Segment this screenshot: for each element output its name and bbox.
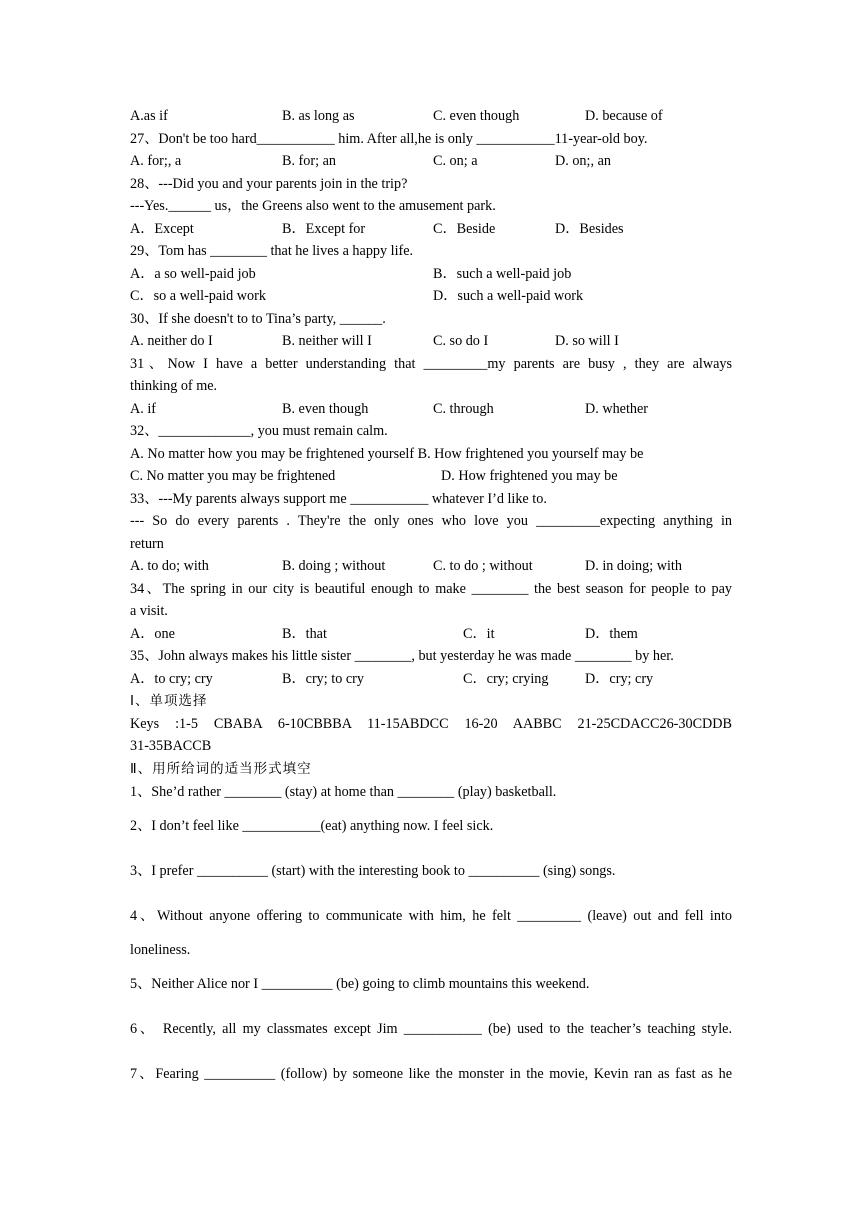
q26-option-b: B. as long as (282, 108, 355, 124)
q34-option-d: D．them (585, 626, 638, 642)
q29-option-a: A．a so well-paid job (130, 266, 256, 282)
fill-item-4: 4、Without anyone offering to communicate with him, he felt _________ (leave) out and fell into (130, 908, 732, 924)
q33-option-a: A. to do; with (130, 558, 209, 574)
q34-option-c: C．it (463, 626, 495, 642)
q32-option-ab: A. No matter how you may be frightened yourself B. How frightened you yourself may be (130, 446, 644, 462)
q33-stem-2: --- So do every parents . They're the only ones who love you _________expecting anything in (130, 513, 732, 529)
fill-item-1: 1、She’d rather ________ (stay) at home than ________ (play) basketball. (130, 784, 557, 800)
q33-options (130, 557, 732, 575)
q28-option-d: D．Besides (555, 221, 624, 237)
q29-options-row2 (130, 287, 732, 305)
q27-option-c: C. on; a (433, 153, 478, 169)
q26-option-a: A.as if (130, 108, 168, 124)
q34-stem-2: a visit. (130, 603, 168, 619)
answer-keys-line1: Keys :1-5 CBABA 6-10CBBBA 11-15ABDCC 16-20 AABBC 21-25CDACC26-30CDDB (130, 716, 732, 732)
q29-option-d: D．such a well-paid work (433, 288, 584, 304)
q31-options (130, 400, 732, 418)
section1-heading: Ⅰ、单项选择 (130, 693, 208, 709)
q27-options (130, 152, 732, 170)
q30-option-b: B. neither will I (282, 333, 372, 349)
q28-option-b: B．Except for (282, 221, 366, 237)
q30-stem: 30、If she doesn't to to Tina’s party, ______. (130, 311, 386, 327)
q31-option-d: D. whether (585, 401, 649, 417)
q31-stem: 31、Now I have a better understanding that _________my parents are busy , they are always (130, 356, 732, 372)
q35-options (130, 670, 732, 688)
q35-option-a: A．to cry; cry (130, 671, 213, 687)
q33-option-c: C. to do ; without (433, 558, 533, 574)
q33-stem: 33、---My parents always support me ___________ whatever I’d like to. (130, 491, 547, 507)
q29-option-c: C．so a well-paid work (130, 288, 266, 304)
q28-option-a: A．Except (130, 221, 194, 237)
q28-option-c: C．Beside (433, 221, 496, 237)
fill-item-5: 5、Neither Alice nor I __________ (be) going to climb mountains this weekend. (130, 976, 590, 992)
q28-stem-2: ---Yes.______ us，the Greens also went to the amusement park. (130, 198, 496, 214)
q32-options-row2 (130, 467, 732, 485)
q30-option-d: D. so will I (555, 333, 619, 349)
q32-option-d: D. How frightened you may be (441, 468, 618, 484)
q34-option-a: A．one (130, 626, 175, 642)
q33-option-d: D. in doing; with (585, 558, 682, 574)
fill-item-3: 3、I prefer __________ (start) with the interesting book to __________ (sing) songs. (130, 863, 616, 879)
q30-option-a: A. neither do I (130, 333, 213, 349)
q33-stem-3: return (130, 536, 164, 552)
fill-item-4-cont: loneliness. (130, 942, 191, 958)
q31-option-c: C. through (433, 401, 494, 417)
q35-option-d: D．cry; cry (585, 671, 654, 687)
q26-option-c: C. even though (433, 108, 520, 124)
q29-stem: 29、Tom has ________ that he lives a happy life. (130, 243, 414, 259)
q28-stem: 28、---Did you and your parents join in the trip? (130, 176, 408, 192)
section2-heading: Ⅱ、用所给词的适当形式填空 (130, 761, 312, 777)
q32-stem: 32、_____________, you must remain calm. (130, 423, 388, 439)
q27-stem: 27、Don't be too hard___________ him. After all,he is only ___________11-year-old boy. (130, 131, 648, 147)
q28-options (130, 220, 732, 238)
q27-option-a: A. for;, a (130, 153, 182, 169)
q32-option-c: C. No matter you may be frightened (130, 468, 336, 484)
q31-stem-2: thinking of me. (130, 378, 218, 394)
q30-option-c: C. so do I (433, 333, 489, 349)
q34-option-b: B．that (282, 626, 327, 642)
q26-option-d: D. because of (585, 108, 663, 124)
answer-keys-line2: 31-35BACCB (130, 738, 212, 754)
q35-option-c: C．cry; crying (463, 671, 549, 687)
q35-option-b: B．cry; to cry (282, 671, 364, 687)
q31-option-b: B. even though (282, 401, 369, 417)
q34-stem: 34、The spring in our city is beautiful enough to make ________ the best season for people to pay (130, 581, 732, 597)
q29-options-row1 (130, 265, 732, 283)
q27-option-b: B. for; an (282, 153, 336, 169)
q35-stem: 35、John always makes his little sister ________, but yesterday he was made ________ by her. (130, 648, 674, 664)
q30-options (130, 332, 732, 350)
fill-item-6: 6、 Recently, all my classmates except Jim ___________ (be) used to the teacher’s teaching style. (130, 1021, 732, 1037)
q27-option-d: D. on;, an (555, 153, 611, 169)
q34-options (130, 625, 732, 643)
q33-option-b: B. doing ; without (282, 558, 386, 574)
fill-item-2: 2、I don’t feel like ___________(eat) anything now. I feel sick. (130, 818, 494, 834)
q26-options (130, 107, 732, 125)
q29-option-b: B．such a well-paid job (433, 266, 572, 282)
fill-item-7: 7、Fearing __________ (follow) by someone like the monster in the movie, Kevin ran as fast as he (130, 1066, 732, 1082)
q31-option-a: A. if (130, 401, 157, 417)
